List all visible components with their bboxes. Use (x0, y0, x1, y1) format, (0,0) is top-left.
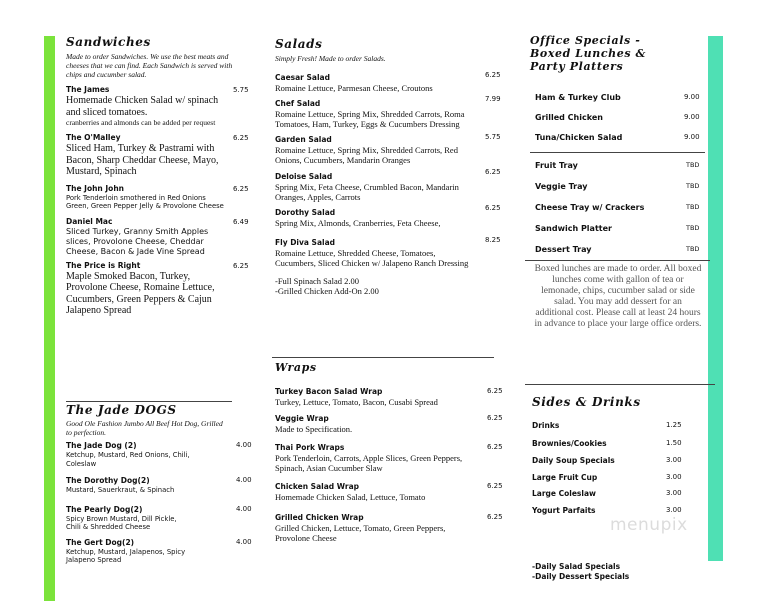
salads-intro: Simply Fresh! Made to order Salads. (275, 54, 386, 63)
wraps-title: Wraps (275, 361, 317, 374)
item-price: 3.00 (666, 456, 682, 464)
tray-list (535, 161, 705, 266)
item-name: Chef Salad (275, 99, 321, 108)
item-description: Romaine Lettuce, Shredded Cheese, Tomatoes, Cucumbers, Sliced Chicken w/ Jalapeno Ranch Dressing (275, 248, 469, 268)
item-price: 4.00 (236, 476, 252, 484)
menu-item-pearly-dog (66, 505, 261, 532)
item-name: The Jade Dog (2) (66, 441, 137, 450)
side-item (532, 473, 702, 489)
sandwiches-title: Sandwiches (66, 35, 151, 49)
item-name: Dessert Tray (535, 245, 592, 254)
menu-item-thai-pork-wraps (275, 443, 505, 473)
item-price: 6.25 (485, 71, 501, 79)
item-price: 8.25 (485, 236, 501, 244)
item-price: 6.25 (487, 482, 503, 490)
item-name: The John John (66, 183, 125, 193)
menu-item-veggie-wrap (275, 414, 505, 434)
divider (272, 357, 494, 358)
item-price: 6.25 (233, 261, 249, 270)
daily-special-salad: -Daily Salad Specials (532, 562, 621, 571)
item-name: Grilled Chicken Wrap (275, 513, 364, 522)
item-price: 7.99 (485, 95, 501, 103)
item-name: Veggie Tray (535, 182, 588, 191)
tray-item (535, 161, 705, 182)
item-price: 9.00 (684, 133, 700, 141)
lunch-item (535, 113, 705, 133)
side-item (532, 439, 702, 456)
office-note: Boxed lunches are made to order. All boxed lunches come with gallon of tea or lemonade, chips, cucumber salad or side salad. You may add dessert for an additional cost. Please call at least 24 hours in advance to place your large office orders. (534, 264, 702, 329)
item-name: Tuna/Chicken Salad (535, 133, 623, 142)
item-price: TBD (686, 224, 700, 232)
item-description: Sliced Turkey, Granny Smith Apples slices, Provolone Cheese, Cheddar Cheese, Bacon & Jade Vine Spread (66, 226, 209, 256)
item-name: Chicken Salad Wrap (275, 482, 360, 491)
item-name: Fly Diva Salad (275, 238, 336, 247)
side-item (532, 456, 702, 473)
menu-item-garden-salad (275, 135, 505, 165)
office-title: Office Specials -Boxed Lunches & Party Platters (530, 34, 647, 73)
divider (530, 152, 705, 153)
item-price: 6.25 (487, 387, 503, 395)
item-name: Brownies/Cookies (532, 439, 607, 448)
divider (525, 260, 710, 261)
item-name: Sandwich Platter (535, 224, 612, 233)
item-price: TBD (686, 203, 700, 211)
item-price: 9.00 (684, 113, 700, 121)
tray-item (535, 182, 705, 203)
item-name: The Pearly Dog(2) (66, 504, 143, 514)
dogs-intro: Good Ole Fashion Jumbo All Beef Hot Dog, Grilled to perfection. (66, 419, 223, 437)
item-description: Spring Mix, Almonds, Cranberries, Feta Cheese, (275, 218, 441, 228)
lunch-item (535, 133, 705, 153)
item-description: Made to Specification. (275, 424, 353, 434)
item-description: Homemade Chicken Salad, Lettuce, Tomato (275, 492, 426, 502)
item-price: TBD (686, 245, 700, 253)
item-name: Large Fruit Cup (532, 473, 598, 482)
item-name: Fruit Tray (535, 161, 578, 170)
item-price: 1.50 (666, 439, 682, 447)
item-price: 5.75 (233, 86, 249, 94)
item-name: The Price is Right (66, 260, 141, 270)
menu-item-turkey-bacon-wrap (275, 387, 505, 407)
item-price: 6.25 (485, 168, 501, 176)
menu-item-fly-diva-salad (275, 238, 505, 268)
item-price: 4.00 (236, 504, 252, 513)
item-name: Grilled Chicken (535, 113, 603, 122)
item-description: Mustard, Sauerkraut, & Spinach (66, 486, 175, 494)
menu-item-the-omalley (66, 133, 256, 178)
tray-item (535, 224, 705, 245)
sides-title: Sides & Drinks (532, 395, 641, 409)
item-name: Daniel Mac (66, 216, 113, 226)
item-price: 6.25 (233, 134, 249, 142)
item-price: TBD (686, 182, 700, 190)
salad-addon-chicken: -Grilled Chicken Add-On 2.00 (275, 286, 379, 296)
item-name: Large Coleslaw (532, 489, 596, 498)
teal-stripe (708, 36, 723, 561)
green-stripe (44, 36, 55, 601)
sides-list (532, 421, 702, 523)
item-name: Turkey Bacon Salad Wrap (275, 387, 383, 396)
item-description: Grilled Chicken, Lettuce, Tomato, Green Peppers, Provolone Cheese (275, 523, 446, 543)
side-item (532, 489, 702, 506)
item-name: The James (66, 85, 110, 94)
item-name: Dorothy Salad (275, 208, 336, 217)
item-price: 6.25 (485, 204, 501, 212)
item-price: 4.00 (236, 441, 252, 449)
menu-item-the-james (66, 85, 256, 127)
item-description: Ketchup, Mustard, Red Onions, Chili, Coleslaw (66, 451, 190, 468)
item-price: 9.00 (684, 93, 700, 101)
item-name: Thai Pork Wraps (275, 443, 345, 452)
column-left (66, 35, 256, 564)
item-name: The Dorothy Dog(2) (66, 476, 150, 485)
item-description: Homemade Chicken Salad w/ spinach and sliced tomatoes. (66, 95, 219, 118)
menu-item-chef-salad (275, 95, 505, 129)
item-description: Romaine Lettuce, Spring Mix, Shredded Carrots, Roma Tomatoes, Ham, Turkey, Eggs & Cucumbers Dressing (275, 109, 465, 129)
item-price: 3.00 (666, 506, 682, 514)
item-price: 3.00 (666, 473, 682, 481)
item-name: The Gert Dog(2) (66, 537, 135, 547)
item-description: Spicy Brown Mustard, Dill Pickle, Chili & Shredded Cheese (66, 514, 177, 531)
item-price: 6.25 (487, 443, 503, 451)
item-description: Pork Tenderloin smothered in Red Onions Green, Green Pepper Jelly & Provolone Cheese (66, 193, 224, 210)
watermark: menupix (610, 515, 688, 535)
item-note: cranberries and almonds can be added per request (66, 118, 216, 127)
divider (525, 384, 715, 385)
menu-item-deloise-salad (275, 168, 505, 202)
item-description: Romaine Lettuce, Parmesan Cheese, Croutons (275, 83, 433, 93)
item-price: 5.75 (485, 133, 501, 141)
daily-special-dessert: -Daily Dessert Specials (532, 572, 630, 581)
column-middle (275, 37, 505, 543)
dogs-list (66, 441, 261, 565)
item-description: Turkey, Lettuce, Tomato, Bacon, Cusabi Spread (275, 397, 438, 407)
item-price: 6.49 (233, 217, 249, 226)
menu-item-the-price-is-right (66, 261, 256, 317)
wraps-list (275, 387, 505, 543)
item-price: 1.25 (666, 421, 682, 429)
item-description: Romaine Lettuce, Spring Mix, Shredded Carrots, Red Onions, Cucumbers, Mandarin Oranges (275, 145, 458, 165)
item-name: Deloise Salad (275, 172, 333, 181)
tray-item (535, 203, 705, 224)
item-price: 6.25 (487, 513, 503, 521)
item-name: Cheese Tray w/ Crackers (535, 203, 645, 212)
boxed-lunch-list (535, 93, 705, 153)
item-name: The O'Malley (66, 133, 121, 142)
menu-item-dorothy-salad (275, 204, 505, 228)
menu-item-caesar-salad (275, 73, 505, 93)
menu-item-the-john-john (66, 184, 256, 211)
item-price: 3.00 (666, 489, 682, 497)
menu-item-jade-dog (66, 441, 261, 468)
item-name: Drinks (532, 421, 560, 430)
salads-title: Salads (275, 37, 323, 51)
item-description: Spring Mix, Feta Cheese, Crumbled Bacon, Mandarin Oranges, Apples, Carrots (275, 182, 459, 202)
item-description: Sliced Ham, Turkey & Pastrami with Bacon, Sharp Cheddar Cheese, Mayo, Mustard, Spinach (66, 143, 219, 177)
item-name: Veggie Wrap (275, 414, 329, 423)
item-name: Caesar Salad (275, 73, 330, 82)
menu-item-gert-dog (66, 538, 261, 565)
tray-item (535, 245, 705, 266)
item-description: Maple Smoked Bacon, Turkey, Provolone Cheese, Romaine Lettuce, Cucumbers, Green Peppers & Cajun Jalapeno Spread (66, 270, 215, 316)
item-name: Yogurt Parfaits (532, 506, 596, 515)
item-name: Ham & Turkey Club (535, 93, 621, 102)
menu-item-daniel-mac (66, 217, 256, 257)
item-price: 6.25 (233, 184, 249, 193)
item-name: Daily Soup Specials (532, 456, 615, 465)
item-description: Ketchup, Mustard, Jalapenos, Spicy Jalapeno Spread (66, 547, 186, 564)
sandwiches-intro: Made to order Sandwiches. We use the best meats and cheeses that we can find. Each Sandwich is served with chips and cucumber salad. (66, 52, 233, 79)
divider (66, 401, 232, 402)
dogs-title: The Jade DOGS (66, 403, 177, 417)
lunch-item (535, 93, 705, 113)
menu-item-chicken-salad-wrap (275, 482, 505, 502)
item-description: Pork Tenderloin, Carrots, Apple Slices, Green Peppers, Spinach, Asian Cucumber Slaw (275, 453, 463, 473)
item-name: Garden Salad (275, 135, 332, 144)
item-price: 4.00 (236, 537, 252, 546)
item-price: 6.25 (487, 414, 503, 422)
salad-addon-spinach: -Full Spinach Salad 2.00 (275, 276, 360, 286)
item-price: TBD (686, 161, 700, 169)
menu-item-dorothy-dog (66, 476, 261, 495)
side-item (532, 421, 702, 439)
menu-item-grilled-chicken-wrap (275, 513, 505, 543)
